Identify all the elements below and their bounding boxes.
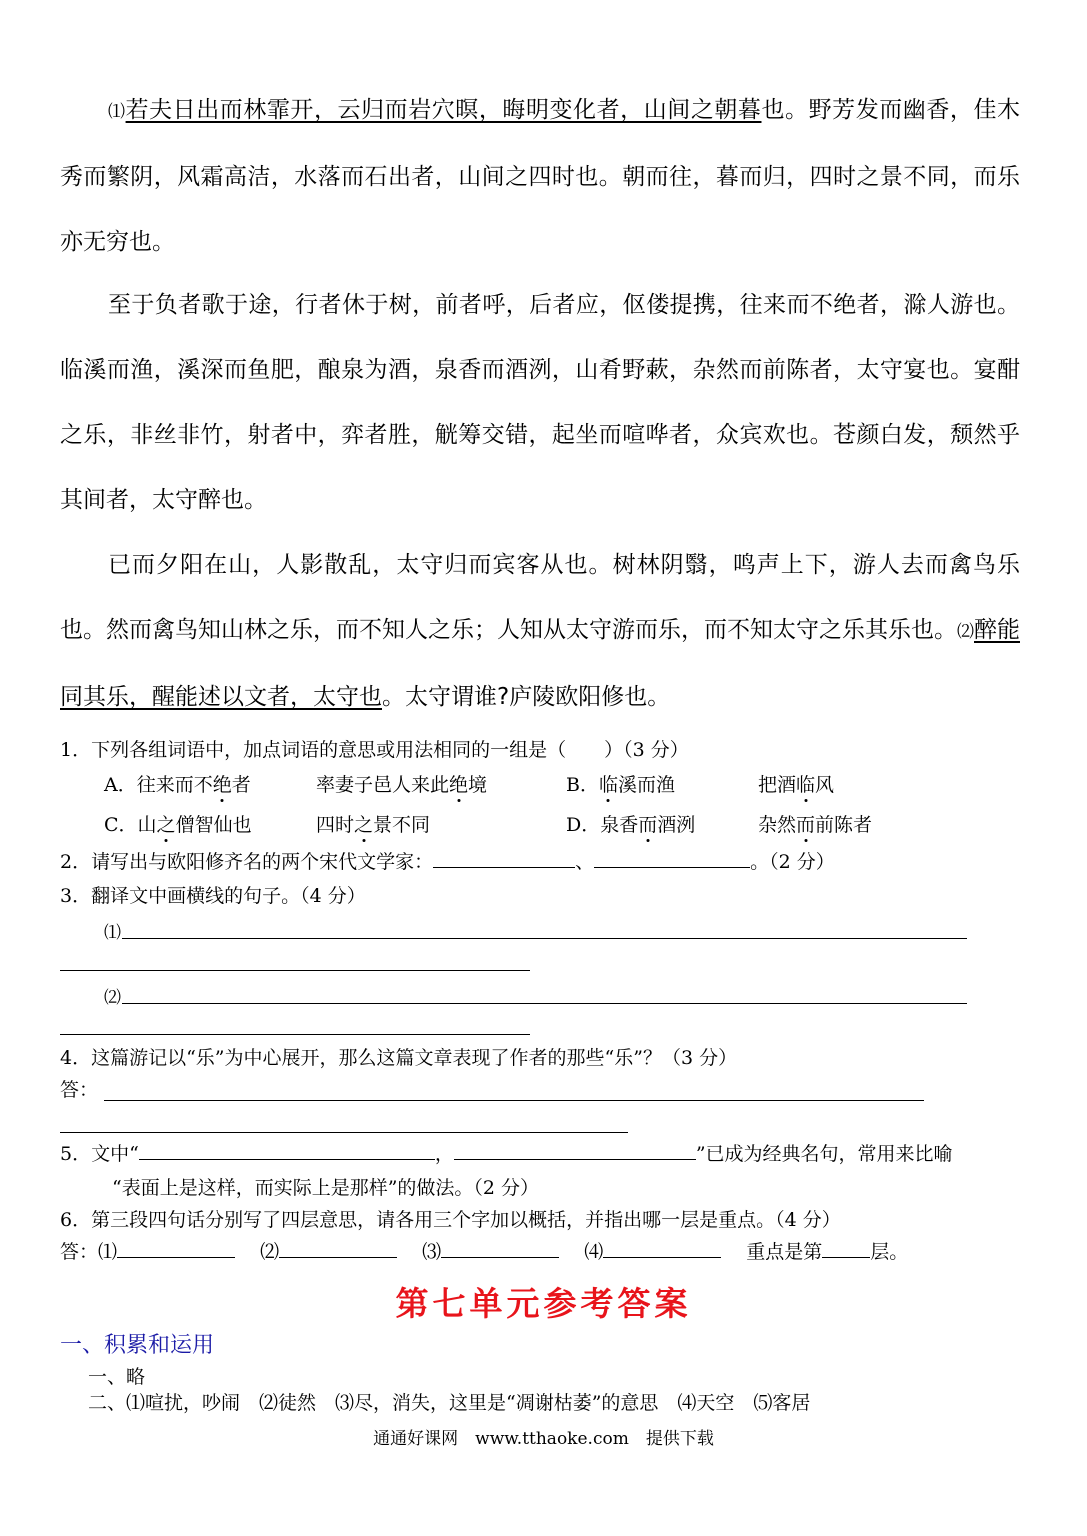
question-5-line-2: “表面上是这样，而实际上是那样”的做法。（2 分） — [112, 1177, 540, 1199]
passage-paragraph-1 — [60, 78, 1020, 275]
question-4: 4．这篇游记以“乐”为中心展开，那么这篇文章表现了作者的那些“乐”？（3 分） — [60, 1047, 738, 1069]
answer-line[interactable] — [60, 1034, 530, 1035]
option-d-1: D．泉香而酒洌 — [566, 814, 696, 836]
question-1: 1．下列各组词语中，加点词语的意思或用法相同的一组是（ ）（3 分） — [60, 739, 689, 761]
answer-blank[interactable] — [279, 1237, 397, 1258]
answer-item-2: 二、⑴喧扰，吵闹 ⑵徒然 ⑶尽，消失，这里是“凋谢枯萎”的意思 ⑷天空 ⑸客居 — [88, 1392, 811, 1414]
answer-item-1: 一、略 — [88, 1366, 146, 1388]
sentence-marker-1: ⑴ — [108, 102, 126, 122]
paragraph-3-end: 。太守谓谁?庐陵欧阳修也。 — [382, 684, 671, 710]
underlined-sentence-1: 若夫日出而林霏开，云归而岩穴暝，晦明变化者，山间之朝暮 — [125, 97, 762, 123]
answer-line[interactable] — [60, 1132, 628, 1133]
passage-paragraph-3 — [60, 533, 1020, 730]
dotted-char: 绝 — [212, 774, 232, 796]
dotted-char: 临 — [796, 774, 816, 796]
answer-blank[interactable] — [603, 1237, 721, 1258]
question-6: 6．第三段四句话分别写了四层意思，请各用三个字加以概括，并指出哪一层是重点。（4 分） — [60, 1209, 841, 1231]
translation-marker-2: ⑵ — [104, 988, 121, 1008]
answer-label: 答： — [60, 1079, 99, 1101]
option-b-2: 把酒临风 — [758, 774, 835, 796]
option-d-2: 杂然而前陈者 — [758, 814, 873, 836]
section-heading: 一、积累和运用 — [60, 1333, 215, 1358]
answer-blank[interactable] — [117, 1237, 235, 1258]
answer-blank[interactable] — [441, 1237, 559, 1258]
answer-line[interactable] — [60, 970, 530, 971]
sentence-marker-2: ⑵ — [957, 622, 974, 642]
option-c-2: 四时之景不同 — [316, 814, 431, 836]
dotted-char: 之 — [354, 814, 374, 836]
answer-key-title: 第七单元参考答案 — [395, 1284, 692, 1323]
question-5: 5．文中“ ， ”已成为经典名句，常用来比喻 — [60, 1138, 953, 1170]
answer-blank[interactable] — [139, 1139, 435, 1160]
answer-line[interactable] — [122, 938, 967, 939]
passage-paragraph-2: 至于负者歌于途，行者休于树，前者呼，后者应，伛偻提携，往来而不绝者，滁人游也。临溪而渔，溪深而鱼肥，酿泉为酒，泉香而酒洌，山肴野蔌，杂然而前陈者，太守宴也。宴酣之乐，非丝非竹，射者中，弈者胜，觥筹交错，起坐而喧哗者，众宾欢也。苍颜白发，颓然乎其间者，太守醉也。 — [60, 292, 1020, 513]
dotted-char: 临 — [598, 774, 618, 796]
option-a-1: A．往来而不绝者 — [104, 774, 251, 796]
answer-blank[interactable] — [594, 847, 750, 868]
dotted-char: 之 — [156, 814, 176, 836]
question-6-answers: 答：⑴ ⑵ ⑶ ⑷ 重点是第 层。 — [60, 1236, 908, 1268]
paragraph-3-text: 已而夕阳在山，人影散乱，太守归而宾客从也。树林阴翳，鸣声上下，游人去而禽鸟乐也。然而禽鸟知山林之乐，而不知人之乐；人知从太守游而乐，而不知太守之乐其乐也。 — [60, 552, 1020, 643]
answer-line[interactable] — [104, 1100, 924, 1101]
dotted-char: 绝 — [449, 774, 469, 796]
translation-marker-1: ⑴ — [104, 923, 121, 943]
question-3: 3．翻译文中画横线的句子。（4 分） — [60, 885, 366, 907]
page-footer: 通通好课网 www.tthaoke.com 提供下载 — [373, 1429, 714, 1449]
paragraph-1-text: 也。野芳发而幽香，佳木秀而繁阴，风霜高洁，水落而石出者，山间之四时也。朝而往，暮而归，四时之景不同，而乐亦无穷也。 — [60, 97, 1021, 255]
option-a-2: 率妻子邑人来此绝境 — [316, 774, 488, 796]
answer-blank[interactable] — [822, 1237, 870, 1258]
dotted-char: 而 — [638, 814, 658, 836]
answer-blank[interactable] — [433, 847, 575, 868]
option-b-1: B．临溪而渔 — [566, 774, 675, 796]
answer-blank[interactable] — [454, 1139, 696, 1160]
question-2: 2．请写出与欧阳修齐名的两个宋代文学家： 、 。（2 分） — [60, 846, 835, 878]
dotted-char: 而 — [796, 814, 816, 836]
option-c-1: C．山之僧智仙也 — [104, 814, 252, 836]
underlined-sentence-2: 醉能同其乐，醒能述以文者，太守也 — [60, 617, 1020, 710]
answer-line[interactable] — [122, 1003, 967, 1004]
